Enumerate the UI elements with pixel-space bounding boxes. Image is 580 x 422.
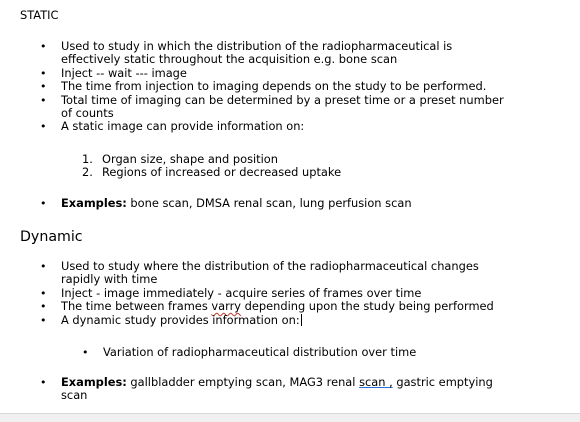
static-numbered-list: [82, 153, 502, 180]
static-examples-list: [40, 197, 510, 210]
numbered-item-text: Organ size, shape and position: [102, 152, 278, 166]
list-item: [40, 300, 500, 313]
list-item-text: depending upon the study being performed: [241, 299, 494, 314]
list-item: [40, 314, 500, 327]
list-item: • Used to study in which the distribution of the radiopharmaceutical is effectively static throughout the acquisition e.g. bone scan: [40, 40, 510, 67]
text-cursor: [301, 314, 302, 326]
dynamic-examples-list: [40, 376, 510, 403]
list-item: • Inject - image immediately - acquire series of frames over time: [40, 287, 500, 300]
numbered-item-text: Regions of increased or decreased uptake: [102, 165, 342, 180]
misspelled-word: varry: [211, 299, 242, 314]
list-item-text: The time between frames: [61, 299, 212, 314]
bottom-bar: [0, 413, 580, 422]
dynamic-heading: Dynamic: [20, 229, 83, 245]
examples-label: Examples:: [61, 375, 127, 389]
list-item: • A static image can provide information on:: [40, 120, 510, 133]
numbered-item: [82, 153, 502, 166]
list-number: 1.: [82, 152, 93, 166]
list-item: • Used to study where the distribution of the radiopharmaceutical changes rapidly with time: [40, 260, 500, 287]
list-item: • Total time of imaging can be determined by a preset time or a preset number of counts: [40, 94, 510, 121]
dynamic-sub-bullet-list: [82, 346, 502, 359]
examples-item: [40, 197, 510, 210]
static-bullet-list: [40, 40, 510, 134]
list-item: • Variation of radiopharmaceutical distribution over time: [82, 346, 502, 359]
examples-item: [40, 376, 510, 403]
static-heading: STATIC: [20, 8, 59, 22]
underlined-text: scan ,: [359, 375, 393, 389]
list-number: 2.: [82, 165, 93, 180]
examples-label: Examples:: [61, 196, 127, 210]
examples-text: gastric emptying scan: [61, 375, 493, 403]
examples-text: gallbladder emptying scan, MAG3 renal: [126, 375, 360, 389]
list-item: • Inject -- wait --- image: [40, 67, 510, 80]
list-item-text: A dynamic study provides information on:: [61, 312, 300, 327]
list-item: • The time from injection to imaging depends on the study to be performed.: [40, 80, 510, 93]
dynamic-bullet-list: [40, 260, 500, 327]
examples-text: bone scan, DMSA renal scan, lung perfusion scan: [126, 196, 412, 210]
numbered-item: [82, 166, 502, 179]
